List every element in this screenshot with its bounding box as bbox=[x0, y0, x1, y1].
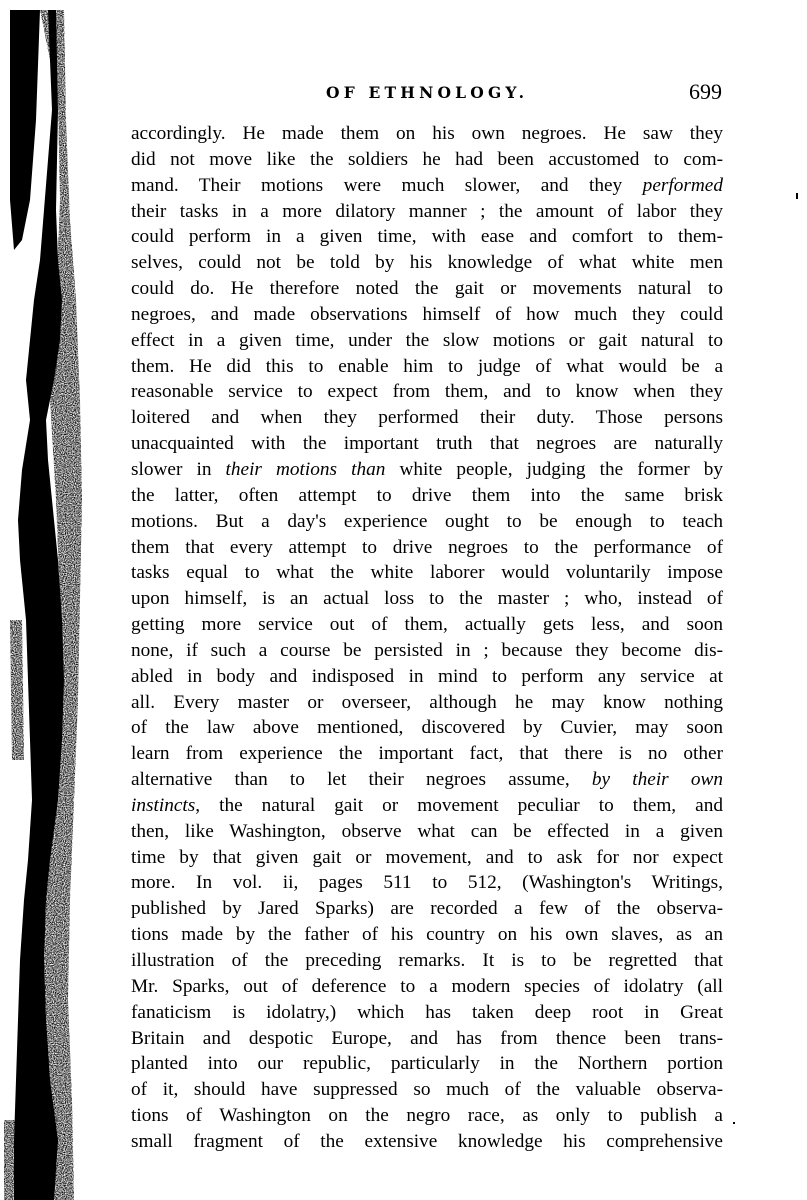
text-line: fanaticism is idolatry,) which has taken deep root in Great bbox=[131, 1001, 723, 1023]
text-line: reasonable service to expect from them, and to know when they bbox=[131, 381, 723, 403]
book-gutter-shadow bbox=[0, 0, 120, 1200]
text-line: them. He did this to enable him to judge of what would be a bbox=[131, 355, 723, 377]
text-line: effect in a given time, under the slow motions or gait natural to bbox=[131, 329, 723, 351]
text-line: time by that given gait or movement, and to ask for nor expect bbox=[131, 846, 723, 868]
text-line: learn from experience the important fact, that there is no other bbox=[131, 743, 723, 765]
text-line bbox=[131, 767, 723, 793]
scan-artifact bbox=[796, 193, 798, 199]
text-line: negroes, and made observations himself of how much they could bbox=[131, 303, 723, 325]
text-line: abled in body and indisposed in mind to perform any service at bbox=[131, 665, 723, 687]
text-line: illustration of the preceding remarks. It is to be regretted that bbox=[131, 950, 723, 971]
text-line: could do. He therefore noted the gait or movements natural to bbox=[131, 278, 723, 300]
text-line: tasks equal to what the white laborer would voluntarily impose bbox=[131, 562, 723, 584]
running-title: OF ETHNOLOGY. bbox=[326, 83, 529, 102]
text-line: planted into our republic, particularly in the Northern portion bbox=[131, 1053, 723, 1075]
text-line: published by Jared Sparks) are recorded a few of the observa- bbox=[131, 898, 723, 920]
text-line: the latter, often attempt to drive them into the same brisk bbox=[131, 484, 723, 506]
text-line: more. In vol. ii, pages 511 to 512, (Washington's Writings, bbox=[131, 872, 723, 894]
text-line: accordingly. He made them on his own negroes. He saw they bbox=[131, 123, 723, 144]
text-line: all. Every master or overseer, although he may know nothing bbox=[131, 691, 723, 713]
text-line: loitered and when they performed their duty. Those persons bbox=[131, 407, 723, 429]
text-line: did not move like the soldiers he had been accustomed to com- bbox=[131, 148, 723, 170]
text-span: , the natural gait or movement peculiar to them, and bbox=[195, 794, 723, 816]
text-line: small fragment of the extensive knowledge his comprehensive bbox=[131, 1130, 723, 1152]
text-line: of it, should have suppressed so much of the valuable observa- bbox=[131, 1079, 723, 1101]
text-line: them that every attempt to drive negroes to the performance of bbox=[131, 536, 723, 558]
text-span: white people, judging the former by bbox=[385, 458, 723, 480]
text-span: mand. Their motions were much slower, and they bbox=[131, 174, 643, 196]
text-line: tions of Washington on the negro race, as only to publish a bbox=[131, 1105, 723, 1127]
text-span: alternative than to let their negroes assume, bbox=[131, 769, 592, 791]
text-line: unacquainted with the important truth that negroes are naturally bbox=[131, 433, 723, 455]
page-number: 699 bbox=[689, 79, 722, 104]
text-span: slower in bbox=[131, 458, 226, 480]
text-line: tions made by the father of his country on his own slaves, as an bbox=[131, 924, 723, 946]
italic-text: their motions than bbox=[225, 458, 386, 480]
text-line: of the law above mentioned, discovered by Cuvier, may soon bbox=[131, 717, 723, 739]
text-line: Britain and despotic Europe, and has from thence been trans- bbox=[131, 1027, 723, 1049]
italic-text: performed bbox=[642, 174, 723, 196]
text-line: their tasks in a more dilatory manner ; the amount of labor they bbox=[131, 200, 723, 222]
text-line bbox=[131, 793, 723, 819]
text-line: none, if such a course be persisted in ; because they become dis- bbox=[131, 639, 723, 661]
text-line bbox=[131, 457, 723, 483]
page-body-text bbox=[131, 121, 723, 1155]
text-line: getting more service out of them, actually gets less, and soon bbox=[131, 614, 723, 636]
text-line: could perform in a given time, with ease and comfort to them- bbox=[131, 226, 723, 248]
text-line: motions. But a day's experience ought to be enough to teach bbox=[131, 510, 723, 532]
text-line: Mr. Sparks, out of deference to a modern species of idolatry (all bbox=[131, 975, 723, 997]
text-line: then, like Washington, observe what can be effected in a given bbox=[131, 820, 723, 842]
scan-artifact bbox=[733, 1122, 735, 1124]
running-header bbox=[130, 79, 722, 107]
text-line: upon himself, is an actual loss to the master ; who, instead of bbox=[131, 588, 723, 610]
italic-text: instincts bbox=[131, 794, 196, 816]
text-line bbox=[131, 173, 723, 199]
text-line: selves, could not be told by his knowledge of what white men bbox=[131, 252, 723, 274]
italic-text: by their own bbox=[591, 769, 723, 791]
